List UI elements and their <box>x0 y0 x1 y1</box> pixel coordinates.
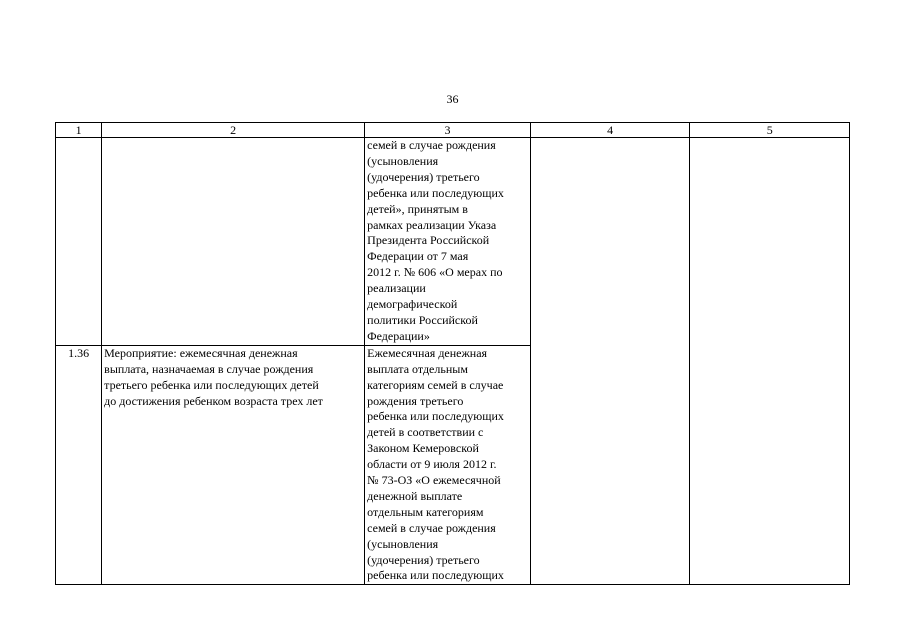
text-line: (удочерения) третьего <box>367 169 480 184</box>
header-col-1: 1 <box>56 123 102 138</box>
text-line: выплата отдельным <box>367 361 468 376</box>
continuation-col-3 <box>365 138 531 346</box>
continuation-col-5 <box>690 138 850 585</box>
text-line: семей в случае рождения <box>367 138 496 152</box>
document-table <box>55 122 850 585</box>
text-line: Федерации» <box>367 328 430 343</box>
text-line: (усыновления <box>367 153 439 168</box>
text-line: ребенка или последующих <box>367 568 504 583</box>
text-line: Федерации от 7 мая <box>367 249 469 264</box>
text-line: денежной выплате <box>367 488 463 503</box>
header-col-2: 2 <box>102 123 365 138</box>
text-line: категориям семей в случае <box>367 377 504 392</box>
text-line: семей в случае рождения <box>367 520 496 535</box>
table-row <box>56 138 850 346</box>
text-line: до достижения ребенком возраста трех лет <box>104 393 323 408</box>
text-line: рамках реализации Указа <box>367 217 497 232</box>
header-col-3: 3 <box>365 123 531 138</box>
text-line: третьего ребенка или последующих детей <box>104 377 319 392</box>
continuation-col-2 <box>102 138 365 346</box>
text-line: Ежемесячная денежная <box>367 345 488 360</box>
continuation-col-1 <box>56 138 102 346</box>
text-line: Законом Кемеровской <box>367 441 479 456</box>
header-col-5: 5 <box>690 123 850 138</box>
text-line: демографической <box>367 297 458 312</box>
text-line: ребенка или последующих <box>367 185 504 200</box>
text-line: выплата, назначаемая в случае рождения <box>104 361 314 376</box>
continuation-col-4 <box>530 138 690 585</box>
text-line: детей», принятым в <box>367 201 468 216</box>
text-line: (удочерения) третьего <box>367 552 480 567</box>
header-col-4: 4 <box>530 123 690 138</box>
text-line: политики Российской <box>367 312 478 327</box>
page-number: 36 <box>446 92 459 106</box>
text-line: рождения третьего <box>367 393 464 408</box>
text-line: области от 9 июля 2012 г. <box>367 457 497 472</box>
row-activity-description <box>102 345 365 585</box>
row-legal-basis <box>365 345 531 585</box>
text-line: отдельным категориям <box>367 504 484 519</box>
text-line: ребенка или последующих <box>367 409 504 424</box>
text-line: № 73-ОЗ «О ежемесячной <box>367 473 501 488</box>
text-line: Мероприятие: ежемесячная денежная <box>104 345 298 360</box>
text-line: (усыновления <box>367 536 439 551</box>
table-header-row <box>56 123 850 138</box>
text-line: реализации <box>367 281 426 296</box>
text-line: Президента Российской <box>367 233 490 248</box>
text-line: 2012 г. № 606 «О мерах по <box>367 265 503 280</box>
text-line: детей в соответствии с <box>367 425 484 440</box>
row-number: 1.36 <box>56 345 102 585</box>
